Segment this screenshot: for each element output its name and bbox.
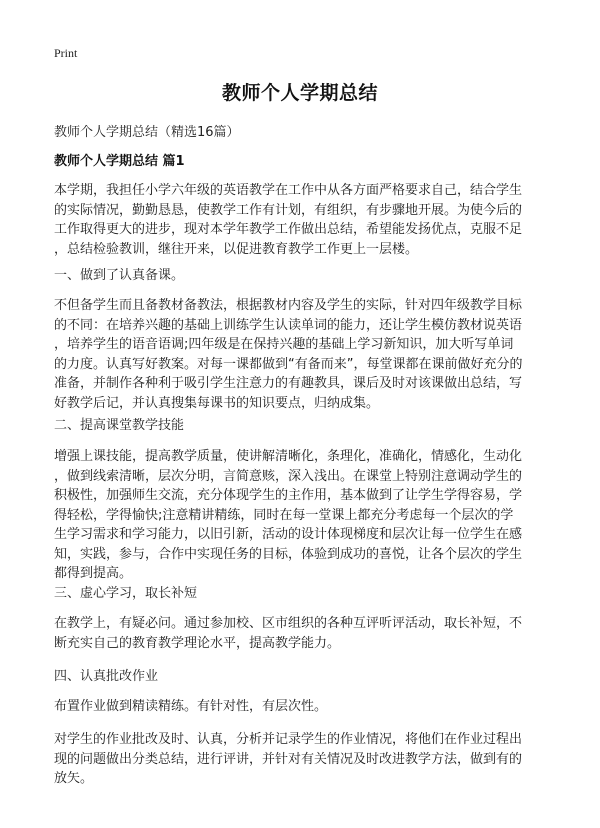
section-heading-4: 四、认真批改作业	[54, 669, 159, 684]
text-line: 准备，并制作各种利于吸引学生注意力的有趣教具，课后及时对该课做出总结，写	[54, 376, 523, 391]
text-line: ，做到线索清晰，层次分明，言简意赅，深入浅出。在课堂上特别注意调动学生的	[54, 468, 523, 484]
text-line: 生学习需求和学习能力，以旧引新，活动的设计体现梯度和层次让每一位学生在感	[54, 527, 523, 542]
article-heading: 教师个人学期总结 篇1	[54, 154, 185, 169]
intro-paragraph	[54, 181, 548, 259]
text-line: 断充实自己的教育教学理论水平，提高教学能力。	[54, 635, 341, 651]
page-title: 教师个人学期总结	[221, 82, 378, 104]
text-line: ，总结检验教训，继往开来，以促进教育教学工作更上一层楼。	[54, 241, 419, 257]
print-link[interactable]: Print	[54, 46, 78, 60]
text-line: 不但备学生而且备教材备教法，根据教材内容及学生的实际，针对四年级教学目标	[54, 298, 523, 313]
text-line: 在教学上，有疑必问。通过参加校、区市组织的各种互评听评活动，取长补短，不	[54, 616, 523, 631]
text-line: 放矢。	[54, 771, 94, 786]
section-heading-3: 三、虚心学习，取长补短	[54, 586, 198, 601]
text-line: 好教学后记，并认真搜集每课书的知识要点，归纳成集。	[54, 395, 380, 411]
text-line: 得轻松，学得愉快;注意精讲精练，同时在每一堂课上都充分考虑每一个层次的学	[54, 507, 514, 523]
text-line: 布置作业做到精读精练。有针对性，有层次性。	[54, 699, 328, 714]
section-4-paragraph	[54, 697, 548, 717]
text-line: 现的问题做出分类总结，进行评讲，并针对有关情况及时改进教学方法，做到有的	[54, 751, 523, 767]
text-line: 对学生的作业批改及时、认真，分析并记录学生的作业情况，将他们在作业过程出	[54, 732, 523, 747]
section-3-paragraph	[54, 614, 548, 653]
text-line: ，培养学生的语音语调;四年级是在保持兴趣的基础上学习新知识，加大听写单词	[54, 337, 514, 352]
document-subtitle: 教师个人学期总结（精选16篇）	[54, 125, 240, 140]
text-line: 本学期，我担任小学六年级的英语教学在工作中从各方面严格要求自己，结合学生	[54, 183, 523, 198]
text-line: 知，实践，参与，合作中实现任务的目标，体验到成功的喜悦，让各个层次的学生	[54, 546, 523, 562]
section-heading-2: 二、提高课堂教学技能	[54, 418, 185, 433]
text-line: 的实际情况，勤勤恳恳，使教学工作有计划，有组织，有步骤地开展。为使今后的	[54, 202, 523, 218]
text-line: 工作取得更大的进步，现对本学年教学工作做出总结，希望能发扬优点，克服不足	[54, 222, 523, 237]
text-line: 都得到提高。	[54, 566, 133, 581]
text-line: 的不同：在培养兴趣的基础上训练学生认读单词的能力，还让学生模仿教材说英语	[54, 317, 523, 333]
section-4-paragraph-2	[54, 730, 548, 789]
text-line: 积极性，加强师生交流，充分体现学生的主作用，基本做到了让学生学得容易，学	[54, 488, 523, 503]
section-1-paragraph	[54, 296, 548, 413]
section-2-paragraph	[54, 447, 548, 584]
text-line: 的力度。认真写好教案。对每一课都做到“有备而来”，每堂课都在课前做好充分的	[54, 356, 523, 372]
section-heading-1: 一、做到了认真备课。	[54, 268, 185, 283]
text-line: 增强上课技能，提高教学质量，使讲解清晰化，条理化，准确化，情感化，生动化	[54, 449, 523, 464]
